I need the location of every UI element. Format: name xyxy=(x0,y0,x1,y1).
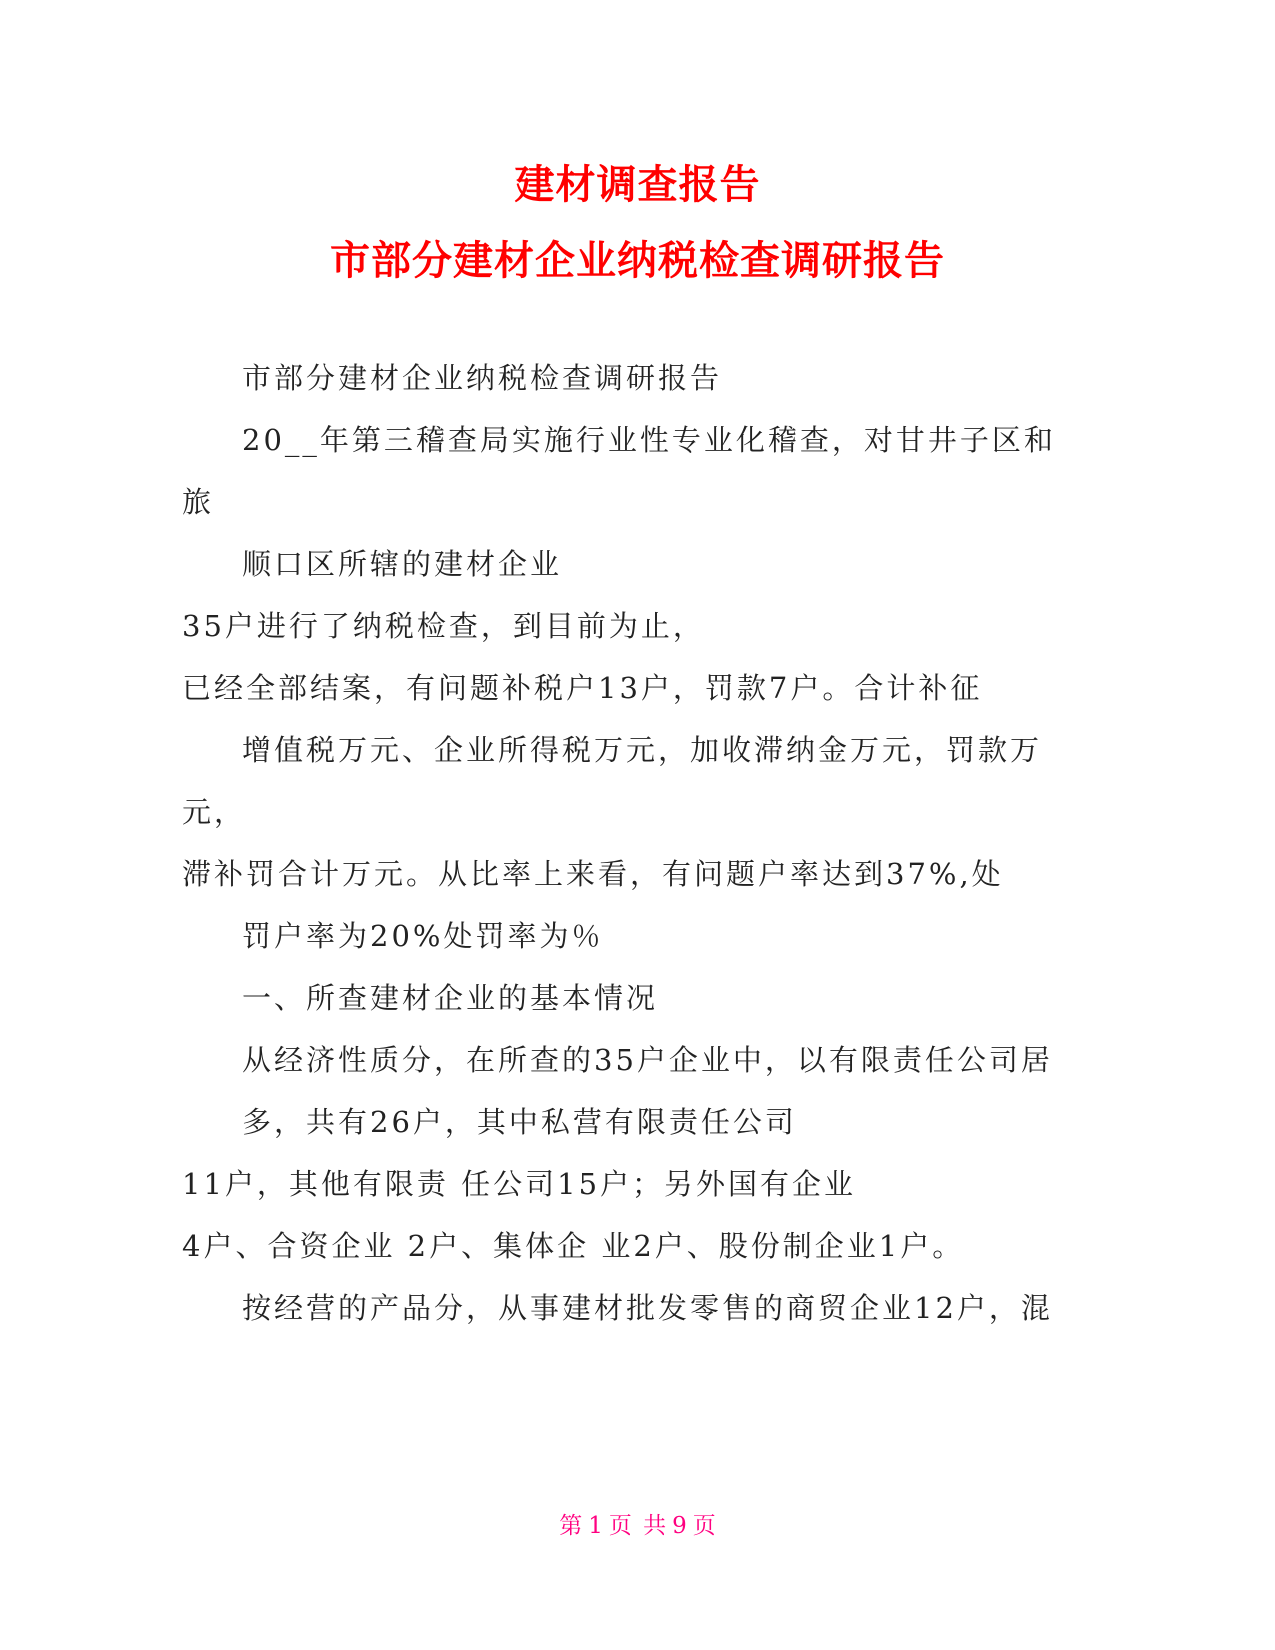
body-line: 顺口区所辖的建材企业 xyxy=(242,547,563,581)
document-subtitle: 市部分建材企业纳税检查调研报告 xyxy=(330,238,945,284)
body-line: 11户，其他有限责 任公司15户；另外国有企业 xyxy=(182,1167,857,1201)
body-line: 按经营的产品分，从事建材批发零售的商贸企业12户，混 xyxy=(242,1291,1053,1325)
footer-total-pages: 9 xyxy=(672,1513,687,1539)
body-line: 从经济性质分，在所查的35户企业中，以有限责任公司居 xyxy=(242,1043,1053,1077)
body-line: 滞补罚合计万元。从比率上来看，有问题户率达到37%,处 xyxy=(182,857,1004,891)
body-line: 20__年第三稽查局实施行业性专业化稽查，对甘井子区和 xyxy=(242,423,1056,457)
footer-prefix: 第 xyxy=(559,1513,583,1539)
body-line: 市部分建材企业纳税检查调研报告 xyxy=(242,361,723,395)
body-line: 旅 xyxy=(182,485,215,519)
body-line: 元， xyxy=(182,795,247,829)
body-line: 增值税万元、企业所得税万元，加收滞纳金万元，罚款万 xyxy=(242,733,1043,767)
footer-suffix: 页 xyxy=(692,1513,716,1539)
footer-middle: 页 共 xyxy=(608,1513,667,1539)
body-line: 35户进行了纳税检查，到目前为止， xyxy=(182,609,705,643)
document-title: 建材调查报告 xyxy=(514,162,761,208)
footer-page-number: 1 xyxy=(588,1513,603,1539)
body-line: 多，共有26户，其中私营有限责任公司 xyxy=(242,1105,797,1139)
body-line: 已经全部结案，有问题补税户13户，罚款7户。合计补征 xyxy=(182,671,983,705)
body-line: 4户、合资企业 2户、集体企 业2户、股份制企业1户。 xyxy=(182,1229,965,1263)
body-line: 罚户率为20%处罚率为％ xyxy=(242,919,604,953)
page-footer xyxy=(0,1515,1275,1538)
section-heading: 一、所查建材企业的基本情况 xyxy=(242,981,659,1015)
